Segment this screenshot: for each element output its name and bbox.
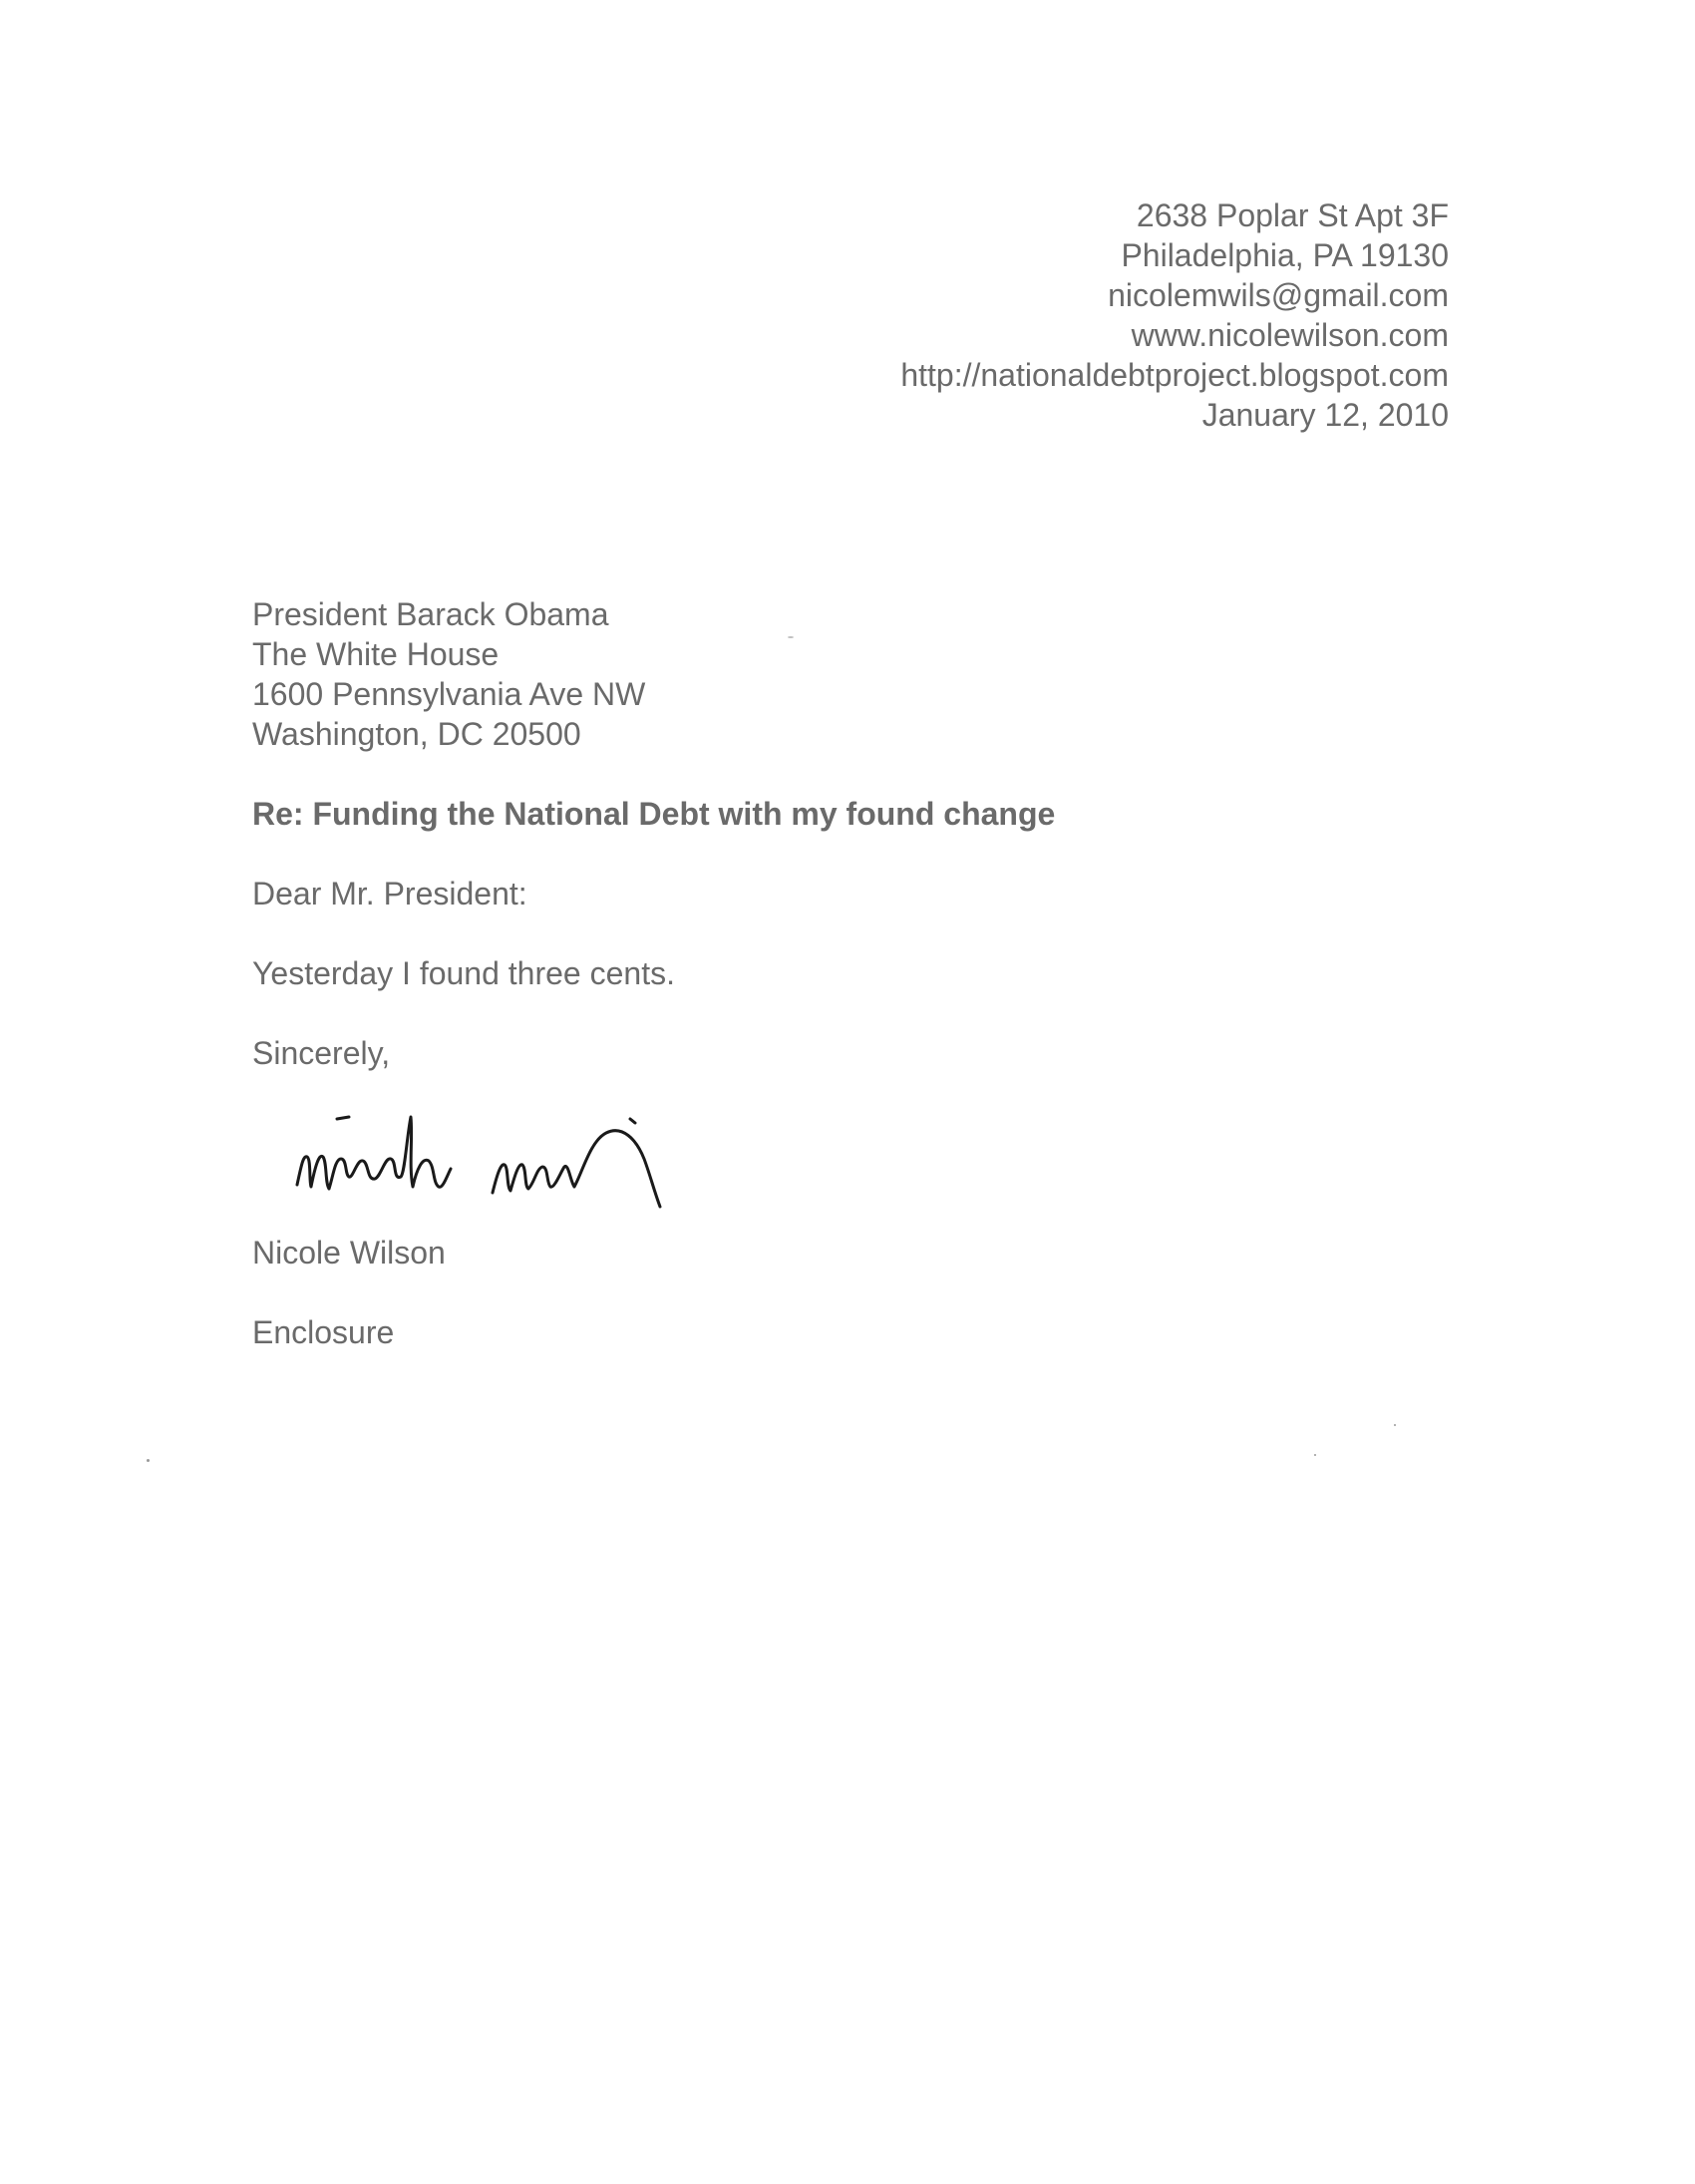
sender-city-line: Philadelphia, PA 19130 [1121,237,1449,273]
sender-email: nicolemwils@gmail.com [1108,277,1449,313]
recipient-city-line: Washington, DC 20500 [252,716,581,752]
scan-speck [147,1459,150,1462]
sender-street: 2638 Poplar St Apt 3F [1136,197,1449,233]
recipient-name: President Barack Obama [252,596,609,632]
sender-address-block [900,195,1449,435]
scan-speck [1314,1454,1316,1456]
scan-speck [1394,1424,1396,1426]
handwritten-signature [289,1097,788,1227]
sender-blog: http://nationaldebtproject.blogspot.com [900,357,1449,393]
recipient-org: The White House [252,636,500,672]
salutation: Dear Mr. President: [252,876,527,911]
sender-website: www.nicolewilson.com [1131,317,1449,353]
letter-body: Yesterday I found three cents. [252,955,675,991]
subject-line: Re: Funding the National Debt with my found change [252,796,1056,832]
closing: Sincerely, [252,1035,391,1071]
recipient-address-block [252,594,645,754]
letter-date: January 12, 2010 [1201,397,1449,433]
scan-speck [788,636,794,638]
recipient-street: 1600 Pennsylvania Ave NW [252,676,646,712]
signer-name: Nicole Wilson [252,1235,446,1271]
enclosure-note: Enclosure [252,1314,395,1350]
